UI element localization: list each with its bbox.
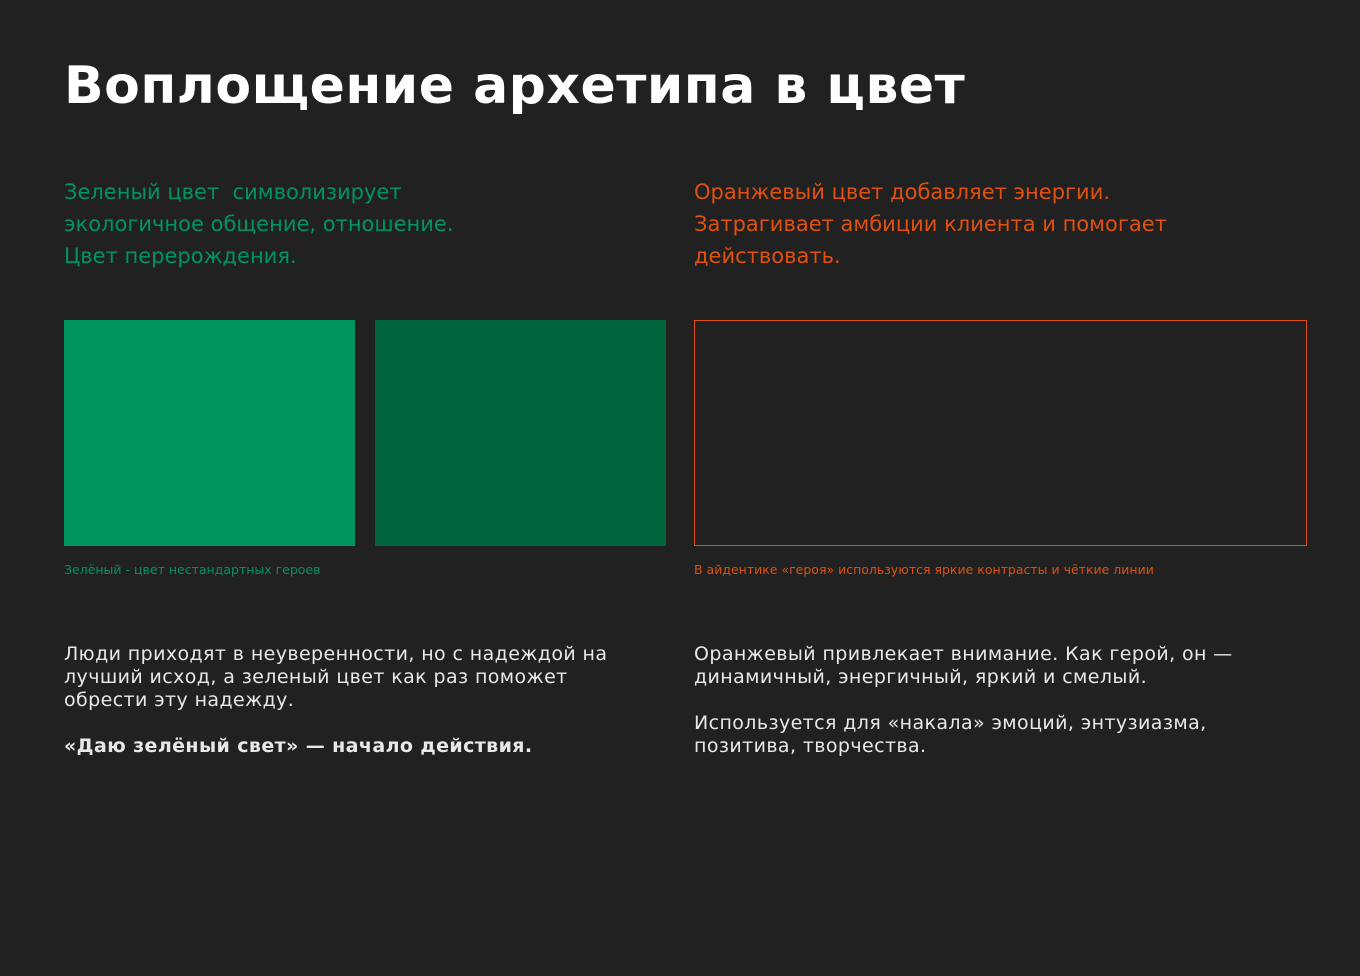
lead-line: экологичное общение, отношение. — [64, 212, 454, 236]
lead-line: Затрагивает амбиции клиента и помогает — [694, 212, 1167, 236]
paragraph: Люди приходят в неуверенности, но с надеждой на лучший исход, а зеленый цвет как раз поможет обрести эту надежду. — [64, 643, 608, 711]
lead-line: действовать. — [694, 244, 841, 268]
green-lead-text — [64, 176, 664, 272]
paragraph: Используется для «накала» эмоций, энтузиазма, позитива, творчества. — [694, 712, 1207, 757]
green-caption: Зелёный - цвет нестандартных героев — [64, 562, 321, 577]
dark-green-swatch — [375, 320, 666, 546]
orange-lead-text — [694, 176, 1314, 272]
lead-line: Зеленый цвет символизирует — [64, 180, 402, 204]
paragraph: Оранжевый привлекает внимание. Как герой, он — динамичный, энергичный, яркий и смелый. — [694, 643, 1233, 688]
lead-line: Цвет перерождения. — [64, 244, 297, 268]
orange-caption: В айдентике «героя» используются яркие контрасты и чёткие линии — [694, 562, 1154, 577]
lead-line: Оранжевый цвет добавляет энергии. — [694, 180, 1111, 204]
orange-body — [694, 643, 1284, 781]
green-body — [64, 643, 644, 781]
green-swatch — [64, 320, 355, 546]
orange-outline-swatch — [694, 320, 1307, 546]
page-title: Воплощение архетипа в цвет — [64, 56, 966, 116]
bold-statement: «Даю зелёный свет» — начало действия. — [64, 735, 533, 757]
